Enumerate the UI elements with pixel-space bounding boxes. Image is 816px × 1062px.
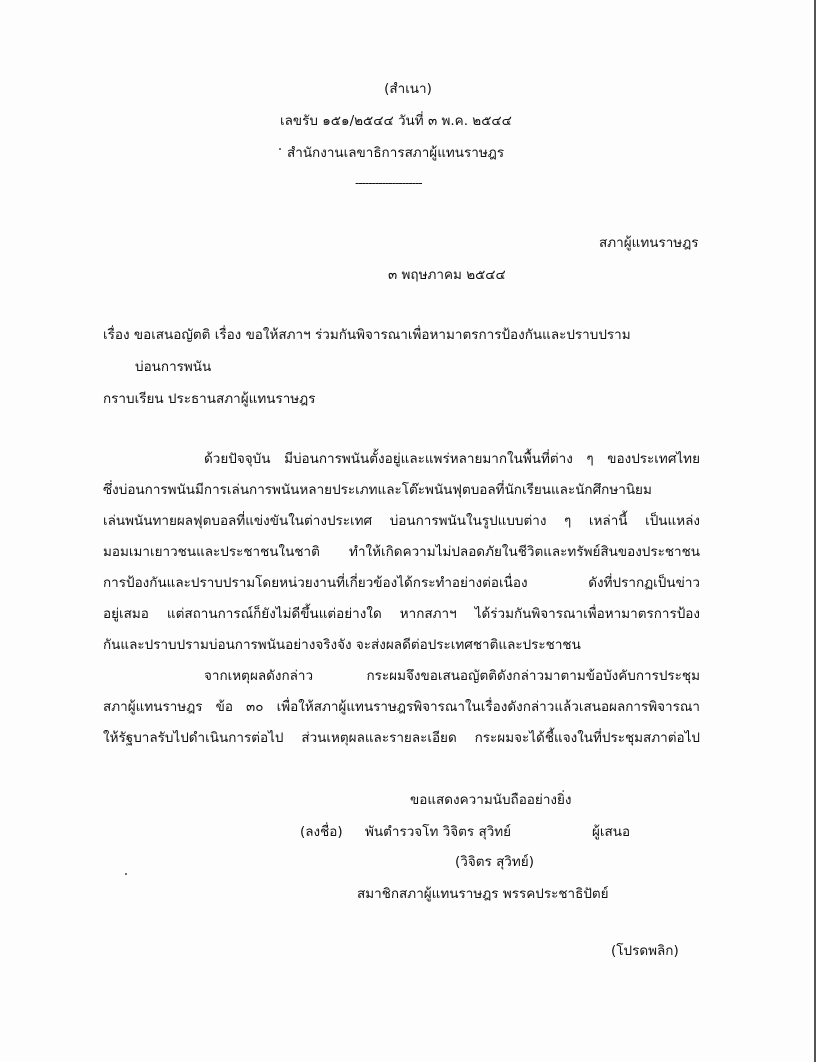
signer-name: (วิจิตร สุวิทย์): [455, 854, 534, 870]
subject-line-2: บ่อนการพนัน: [135, 359, 212, 375]
signer-role: ผู้เสนอ: [592, 824, 631, 840]
body-paragraph-1-line: กันและปราบปรามบ่อนการพนันอย่างจริงจัง จะส่งผลดีต่อประเทศชาติและประชาชน: [103, 637, 581, 653]
sign-label: (ลงชื่อ): [300, 824, 343, 840]
sender-org: สภาผู้แทนราษฎร: [599, 235, 699, 251]
body-paragraph-1-line: การป้องกันและปราบปรามโดยหน่วยงานที่เกี่ยวข้องได้กระทำอย่างต่อเนื่อง ดังที่ปรากฏเป็นข่าว: [103, 575, 700, 591]
letter-date: ๓ พฤษภาคม ๒๕๔๔: [388, 267, 506, 283]
body-paragraph-2-line: สภาผู้แทนราษฎร ข้อ ๓๐ เพื่อให้สภาผู้แทนราษฎรพิจารณาในเรื่องดังกล่าวแล้วเสนอผลการพิจารณา: [103, 699, 700, 715]
body-paragraph-1-line: มอมเมาเยาวชนและประชาชนในชาติ ทำให้เกิดความไม่ปลอดภัยในชีวิตและทรัพย์สินของประชาชน: [103, 544, 700, 560]
copy-mark: (สำเนา): [384, 81, 432, 97]
signer-rank-name: พันตำรวจโท วิจิตร สุวิทย์: [365, 824, 512, 840]
body-paragraph-2-line: จากเหตุผลดังกล่าว กระผมจึงขอเสนอญัตติดังกล่าวมาตามข้อบังคับการประชุม: [204, 668, 700, 684]
body-paragraph-1-line: ซึ่งบ่อนการพนันมีการเล่นการพนันหลายประเภทและโต๊ะพนันฟุตบอลที่นักเรียนและนักศึกษานิยม: [103, 482, 652, 498]
body-paragraph-2-line: ให้รัฐบาลรับไปดำเนินการต่อไป ส่วนเหตุผลและรายละเอียด กระผมจะได้ชี้แจงในที่ประชุมสภาต่อไป: [103, 730, 700, 746]
body-paragraph-1-line: เล่นพนันทายผลฟุตบอลที่แข่งขันในต่างประเทศ บ่อนการพนันในรูปแบบต่าง ๆ เหล่านี้ เป็นแหล่ง: [103, 513, 700, 529]
header-divider: --------------------: [355, 176, 422, 190]
signer-position: สมาชิกสภาผู้แทนราษฎร พรรคประชาธิปัตย์: [357, 886, 609, 902]
closing-respect: ขอแสดงความนับถืออย่างยิ่ง: [410, 792, 572, 808]
subject-line-1: เรื่อง ขอเสนอญัตติ เรื่อง ขอให้สภาฯ ร่วมกันพิจารณาเพื่อหามาตรการป้องกันและปราบปราม: [103, 327, 631, 343]
office-name: สำนักงานเลขาธิการสภาผู้แทนราษฎร: [287, 145, 505, 161]
scan-speck: [279, 148, 281, 150]
turn-over-note: (โปรดพลิก): [611, 943, 679, 959]
salutation: กราบเรียน ประธานสภาผู้แทนราษฎร: [103, 391, 316, 407]
scan-speck: [125, 873, 127, 875]
body-paragraph-1-line: ด้วยปัจจุบัน มีบ่อนการพนันตั้งอยู่และแพร่หลายมากในพื้นที่ต่าง ๆ ของประเทศไทย: [204, 451, 700, 467]
receipt-number: เลขรับ ๑๕๑/๒๕๔๔ วันที่ ๓ พ.ค. ๒๕๔๔: [280, 113, 512, 129]
body-paragraph-1-line: อยู่เสมอ แต่สถานการณ์ก็ยังไม่ดีขึ้นแต่อย่างใด หากสภาฯ ได้ร่วมกันพิจารณาเพื่อหามาตรการป้อง: [103, 606, 700, 622]
